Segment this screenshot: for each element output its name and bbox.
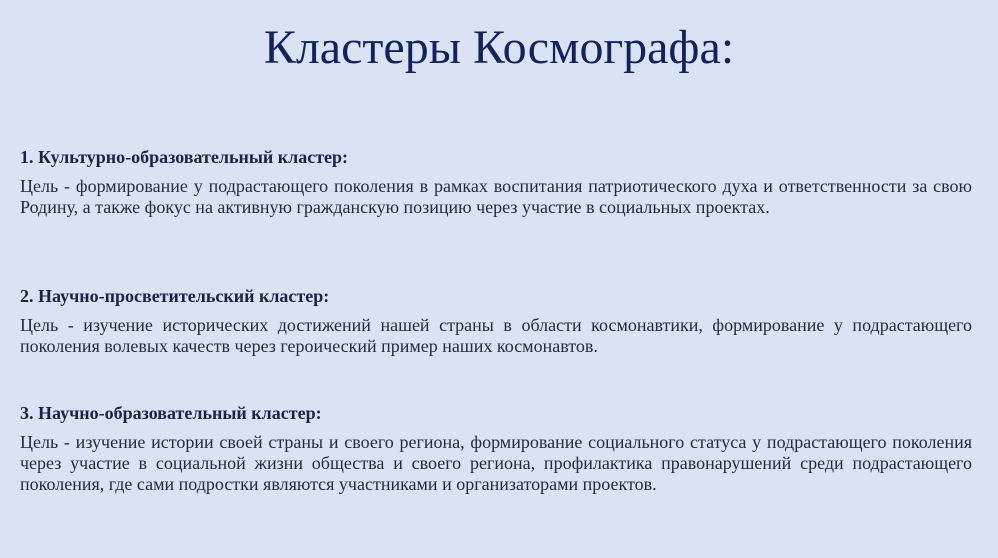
slide-title: Кластеры Космографа: — [263, 21, 735, 74]
cluster-cultural-educational — [20, 146, 972, 218]
cluster-scientific-enlightenment — [20, 285, 972, 357]
cluster-heading: 2. Научно-просветительский кластер: — [20, 286, 330, 306]
cluster-description: Цель - формирование у подрастающего поколения в рамках воспитания патриотического духа и ответственности за свою Родину, а также фокус на активную гражданскую позицию через участие в социальных проектах. — [20, 176, 972, 217]
cluster-heading: 3. Научно-образовательный кластер: — [20, 403, 322, 423]
cluster-description: Цель - изучение истории своей страны и своего региона, формирование социального статуса у подрастающего поколения через участие в социальной жизни общества и своего региона, профилактика правонарушений среди подрастающего поколения, где сами подростки являются участниками и организаторами проектов. — [20, 432, 972, 494]
cluster-heading: 1. Культурно-образовательный кластер: — [20, 147, 349, 167]
cluster-description: Цель - изучение исторических достижений нашей страны в области космонавтики, формирование у подрастающего поколения волевых качеств через героический пример наших космонавтов. — [20, 315, 972, 356]
cluster-scientific-educational — [20, 402, 972, 495]
